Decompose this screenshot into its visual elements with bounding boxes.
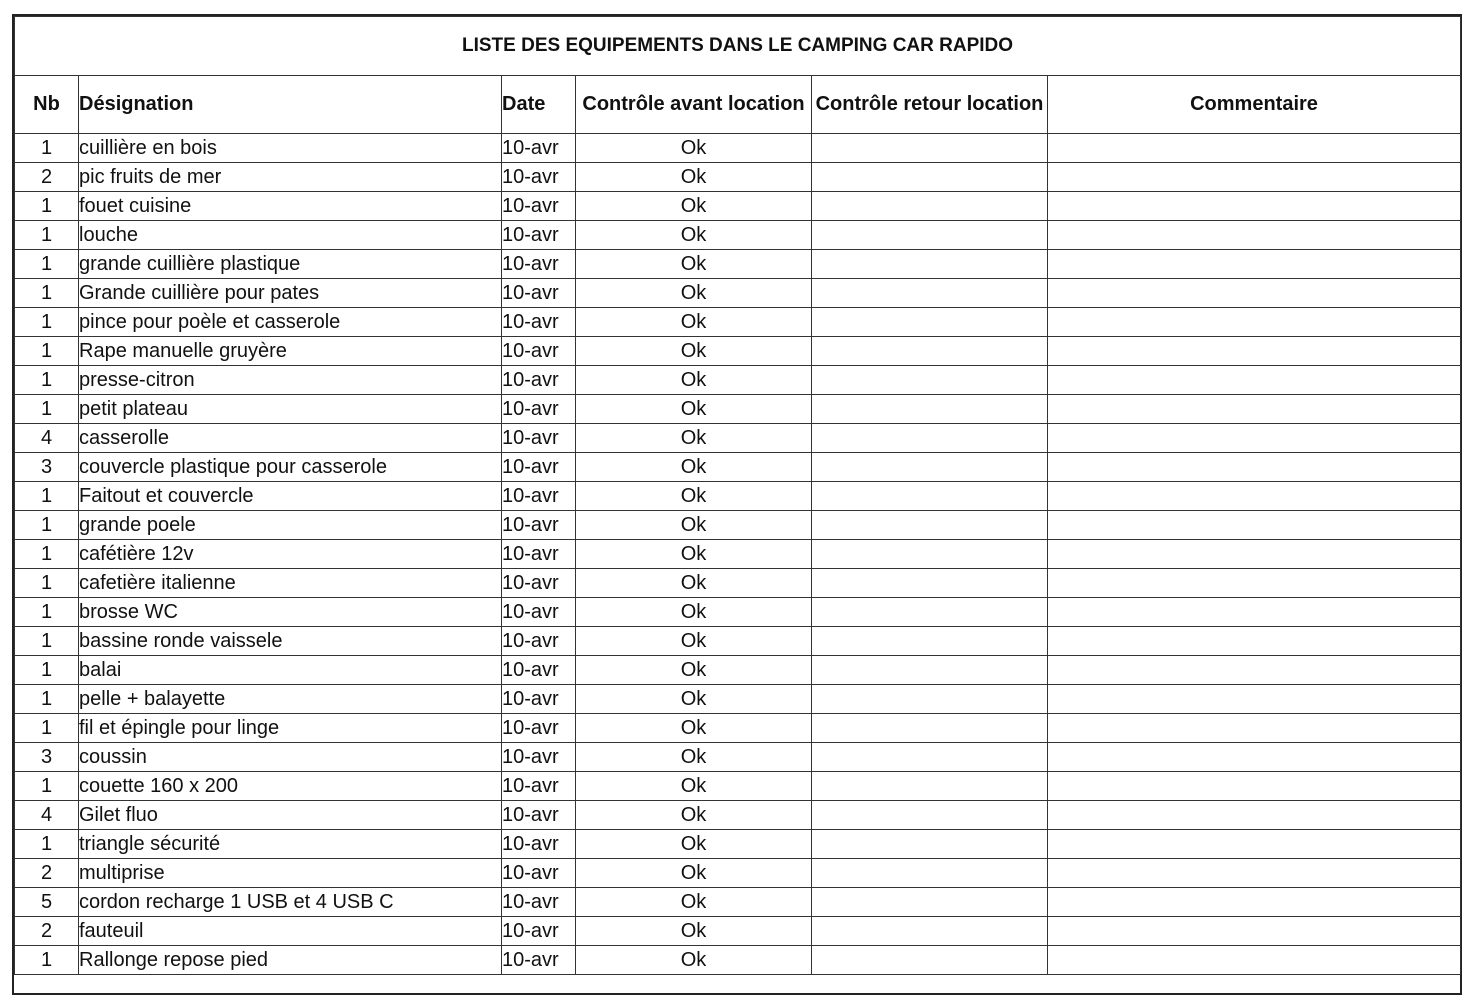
cell-controle-retour[interactable] bbox=[812, 743, 1048, 772]
cell-nb: 3 bbox=[15, 743, 79, 772]
cell-commentaire[interactable] bbox=[1048, 395, 1461, 424]
cell-controle-retour[interactable] bbox=[812, 250, 1048, 279]
cell-nb: 1 bbox=[15, 946, 79, 975]
cell-controle-retour[interactable] bbox=[812, 656, 1048, 685]
cell-controle-avant[interactable]: Ok bbox=[576, 221, 812, 250]
sheet-title: LISTE DES EQUIPEMENTS DANS LE CAMPING CAR RAPIDO bbox=[15, 17, 1461, 76]
cell-controle-retour[interactable] bbox=[812, 714, 1048, 743]
cell-nb: 2 bbox=[15, 163, 79, 192]
header-date: Date bbox=[502, 76, 576, 134]
table-row bbox=[15, 250, 1461, 279]
cell-designation: casserolle bbox=[79, 424, 502, 453]
cell-controle-retour[interactable] bbox=[812, 192, 1048, 221]
cell-controle-avant[interactable]: Ok bbox=[576, 366, 812, 395]
table-row bbox=[15, 859, 1461, 888]
cell-commentaire[interactable] bbox=[1048, 511, 1461, 540]
cell-date: 10-avr bbox=[502, 888, 576, 917]
cell-commentaire[interactable] bbox=[1048, 337, 1461, 366]
cell-nb: 2 bbox=[15, 859, 79, 888]
cell-date: 10-avr bbox=[502, 714, 576, 743]
cell-designation: couvercle plastique pour casserole bbox=[79, 453, 502, 482]
cell-controle-avant[interactable]: Ok bbox=[576, 627, 812, 656]
cell-controle-retour[interactable] bbox=[812, 569, 1048, 598]
cell-commentaire[interactable] bbox=[1048, 801, 1461, 830]
cell-commentaire[interactable] bbox=[1048, 308, 1461, 337]
cell-nb: 1 bbox=[15, 366, 79, 395]
cell-controle-avant[interactable]: Ok bbox=[576, 801, 812, 830]
cell-date: 10-avr bbox=[502, 192, 576, 221]
cell-commentaire[interactable] bbox=[1048, 917, 1461, 946]
cell-commentaire[interactable] bbox=[1048, 627, 1461, 656]
cell-controle-retour[interactable] bbox=[812, 279, 1048, 308]
cell-date: 10-avr bbox=[502, 337, 576, 366]
cell-controle-avant[interactable]: Ok bbox=[576, 453, 812, 482]
table-row bbox=[15, 482, 1461, 511]
cell-controle-retour[interactable] bbox=[812, 540, 1048, 569]
cell-nb: 1 bbox=[15, 250, 79, 279]
cell-controle-avant[interactable]: Ok bbox=[576, 917, 812, 946]
table-row bbox=[15, 656, 1461, 685]
cell-controle-retour[interactable] bbox=[812, 337, 1048, 366]
cell-nb: 1 bbox=[15, 540, 79, 569]
cell-controle-retour[interactable] bbox=[812, 917, 1048, 946]
cell-designation: fauteuil bbox=[79, 917, 502, 946]
cell-date: 10-avr bbox=[502, 946, 576, 975]
table-row bbox=[15, 453, 1461, 482]
table-row bbox=[15, 163, 1461, 192]
cell-controle-retour[interactable] bbox=[812, 627, 1048, 656]
cell-designation: cuillière en bois bbox=[79, 134, 502, 163]
cell-commentaire[interactable] bbox=[1048, 250, 1461, 279]
table-row bbox=[15, 540, 1461, 569]
cell-controle-retour[interactable] bbox=[812, 163, 1048, 192]
cell-controle-avant[interactable]: Ok bbox=[576, 250, 812, 279]
cell-commentaire[interactable] bbox=[1048, 598, 1461, 627]
cell-date: 10-avr bbox=[502, 598, 576, 627]
cell-controle-avant[interactable]: Ok bbox=[576, 279, 812, 308]
table-row bbox=[15, 511, 1461, 540]
cell-designation: pic fruits de mer bbox=[79, 163, 502, 192]
cell-nb: 1 bbox=[15, 569, 79, 598]
cell-commentaire[interactable] bbox=[1048, 888, 1461, 917]
cell-controle-avant[interactable]: Ok bbox=[576, 946, 812, 975]
cell-controle-retour[interactable] bbox=[812, 308, 1048, 337]
cell-date: 10-avr bbox=[502, 163, 576, 192]
cell-controle-avant[interactable]: Ok bbox=[576, 511, 812, 540]
cell-date: 10-avr bbox=[502, 279, 576, 308]
cell-controle-retour[interactable] bbox=[812, 598, 1048, 627]
table-row bbox=[15, 830, 1461, 859]
cell-date: 10-avr bbox=[502, 482, 576, 511]
cell-controle-avant[interactable]: Ok bbox=[576, 830, 812, 859]
cell-designation: Rallonge repose pied bbox=[79, 946, 502, 975]
cell-date: 10-avr bbox=[502, 540, 576, 569]
cell-commentaire[interactable] bbox=[1048, 714, 1461, 743]
cell-nb: 1 bbox=[15, 772, 79, 801]
cell-controle-retour[interactable] bbox=[812, 888, 1048, 917]
equipment-sheet bbox=[12, 14, 1462, 995]
cell-controle-avant[interactable]: Ok bbox=[576, 395, 812, 424]
cell-commentaire[interactable] bbox=[1048, 482, 1461, 511]
cell-nb: 1 bbox=[15, 279, 79, 308]
cell-controle-avant[interactable]: Ok bbox=[576, 598, 812, 627]
cell-date: 10-avr bbox=[502, 569, 576, 598]
table-row bbox=[15, 134, 1461, 163]
cell-controle-avant[interactable]: Ok bbox=[576, 772, 812, 801]
cell-designation: triangle sécurité bbox=[79, 830, 502, 859]
cell-nb: 1 bbox=[15, 134, 79, 163]
cell-commentaire[interactable] bbox=[1048, 685, 1461, 714]
table-row bbox=[15, 569, 1461, 598]
table-body bbox=[15, 134, 1461, 975]
cell-nb: 1 bbox=[15, 598, 79, 627]
cell-commentaire[interactable] bbox=[1048, 134, 1461, 163]
cell-controle-avant[interactable]: Ok bbox=[576, 540, 812, 569]
header-controle-avant: Contrôle avant location bbox=[576, 76, 812, 134]
cell-commentaire[interactable] bbox=[1048, 743, 1461, 772]
cell-designation: grande poele bbox=[79, 511, 502, 540]
cell-designation: presse-citron bbox=[79, 366, 502, 395]
cell-nb: 1 bbox=[15, 830, 79, 859]
cell-nb: 1 bbox=[15, 685, 79, 714]
cell-controle-retour[interactable] bbox=[812, 801, 1048, 830]
cell-commentaire[interactable] bbox=[1048, 366, 1461, 395]
cell-date: 10-avr bbox=[502, 743, 576, 772]
cell-commentaire[interactable] bbox=[1048, 221, 1461, 250]
cell-controle-retour[interactable] bbox=[812, 482, 1048, 511]
cell-nb: 1 bbox=[15, 627, 79, 656]
cell-controle-avant[interactable]: Ok bbox=[576, 163, 812, 192]
table-row bbox=[15, 714, 1461, 743]
cell-date: 10-avr bbox=[502, 511, 576, 540]
cell-controle-avant[interactable]: Ok bbox=[576, 888, 812, 917]
header-designation: Désignation bbox=[79, 76, 502, 134]
cell-date: 10-avr bbox=[502, 366, 576, 395]
cell-date: 10-avr bbox=[502, 134, 576, 163]
cell-date: 10-avr bbox=[502, 250, 576, 279]
cell-controle-avant[interactable]: Ok bbox=[576, 308, 812, 337]
header-commentaire: Commentaire bbox=[1048, 76, 1461, 134]
cell-date: 10-avr bbox=[502, 830, 576, 859]
cell-designation: Faitout et couvercle bbox=[79, 482, 502, 511]
cell-controle-avant[interactable]: Ok bbox=[576, 192, 812, 221]
table-row bbox=[15, 424, 1461, 453]
cell-designation: cafétière 12v bbox=[79, 540, 502, 569]
table-row bbox=[15, 743, 1461, 772]
cell-controle-retour[interactable] bbox=[812, 830, 1048, 859]
table-row bbox=[15, 801, 1461, 830]
cell-nb: 4 bbox=[15, 424, 79, 453]
cell-controle-avant[interactable]: Ok bbox=[576, 337, 812, 366]
cell-nb: 1 bbox=[15, 192, 79, 221]
cell-date: 10-avr bbox=[502, 424, 576, 453]
cell-date: 10-avr bbox=[502, 801, 576, 830]
cell-commentaire[interactable] bbox=[1048, 569, 1461, 598]
cell-commentaire[interactable] bbox=[1048, 192, 1461, 221]
cell-nb: 1 bbox=[15, 714, 79, 743]
cell-designation: petit plateau bbox=[79, 395, 502, 424]
header-controle-retour: Contrôle retour location bbox=[812, 76, 1048, 134]
cell-commentaire[interactable] bbox=[1048, 859, 1461, 888]
table-row bbox=[15, 772, 1461, 801]
cell-date: 10-avr bbox=[502, 221, 576, 250]
cell-nb: 1 bbox=[15, 656, 79, 685]
cell-nb: 2 bbox=[15, 917, 79, 946]
cell-nb: 1 bbox=[15, 337, 79, 366]
cell-commentaire[interactable] bbox=[1048, 946, 1461, 975]
cell-designation: Gilet fluo bbox=[79, 801, 502, 830]
cell-designation: grande cuillière plastique bbox=[79, 250, 502, 279]
cell-controle-avant[interactable]: Ok bbox=[576, 743, 812, 772]
cell-date: 10-avr bbox=[502, 308, 576, 337]
cell-date: 10-avr bbox=[502, 685, 576, 714]
table-row bbox=[15, 308, 1461, 337]
cell-date: 10-avr bbox=[502, 917, 576, 946]
cell-controle-retour[interactable] bbox=[812, 772, 1048, 801]
table-row bbox=[15, 395, 1461, 424]
cell-controle-avant[interactable]: Ok bbox=[576, 656, 812, 685]
table-row bbox=[15, 888, 1461, 917]
cell-nb: 1 bbox=[15, 482, 79, 511]
cell-commentaire[interactable] bbox=[1048, 656, 1461, 685]
cell-date: 10-avr bbox=[502, 627, 576, 656]
table-row bbox=[15, 917, 1461, 946]
header-nb: Nb bbox=[15, 76, 79, 134]
cell-controle-avant[interactable]: Ok bbox=[576, 714, 812, 743]
table-row bbox=[15, 221, 1461, 250]
cell-nb: 1 bbox=[15, 395, 79, 424]
cell-commentaire[interactable] bbox=[1048, 163, 1461, 192]
cell-designation: pince pour poèle et casserole bbox=[79, 308, 502, 337]
table-row bbox=[15, 685, 1461, 714]
cell-controle-retour[interactable] bbox=[812, 366, 1048, 395]
cell-controle-avant[interactable]: Ok bbox=[576, 685, 812, 714]
cell-commentaire[interactable] bbox=[1048, 279, 1461, 308]
table-row bbox=[15, 192, 1461, 221]
cell-nb: 4 bbox=[15, 801, 79, 830]
cell-nb: 1 bbox=[15, 511, 79, 540]
table-row bbox=[15, 946, 1461, 975]
cell-commentaire[interactable] bbox=[1048, 540, 1461, 569]
cell-designation: Rape manuelle gruyère bbox=[79, 337, 502, 366]
cell-designation: Grande cuillière pour pates bbox=[79, 279, 502, 308]
cell-controle-retour[interactable] bbox=[812, 685, 1048, 714]
cell-commentaire[interactable] bbox=[1048, 424, 1461, 453]
cell-controle-retour[interactable] bbox=[812, 859, 1048, 888]
cell-designation: pelle + balayette bbox=[79, 685, 502, 714]
table-row bbox=[15, 366, 1461, 395]
cell-designation: bassine ronde vaissele bbox=[79, 627, 502, 656]
table-row bbox=[15, 279, 1461, 308]
cell-controle-avant[interactable]: Ok bbox=[576, 482, 812, 511]
cell-designation: fil et épingle pour linge bbox=[79, 714, 502, 743]
table-row bbox=[15, 598, 1461, 627]
cell-designation: coussin bbox=[79, 743, 502, 772]
cell-nb: 1 bbox=[15, 221, 79, 250]
cell-date: 10-avr bbox=[502, 656, 576, 685]
cell-controle-avant[interactable]: Ok bbox=[576, 859, 812, 888]
cell-controle-avant[interactable]: Ok bbox=[576, 424, 812, 453]
cell-designation: louche bbox=[79, 221, 502, 250]
cell-commentaire[interactable] bbox=[1048, 830, 1461, 859]
cell-controle-retour[interactable] bbox=[812, 395, 1048, 424]
cell-designation: multiprise bbox=[79, 859, 502, 888]
cell-date: 10-avr bbox=[502, 859, 576, 888]
equipment-table bbox=[14, 16, 1461, 975]
table-row bbox=[15, 337, 1461, 366]
cell-controle-retour[interactable] bbox=[812, 424, 1048, 453]
cell-designation: cordon recharge 1 USB et 4 USB C bbox=[79, 888, 502, 917]
cell-date: 10-avr bbox=[502, 772, 576, 801]
cell-designation: balai bbox=[79, 656, 502, 685]
cell-designation: fouet cuisine bbox=[79, 192, 502, 221]
cell-designation: brosse WC bbox=[79, 598, 502, 627]
cell-nb: 3 bbox=[15, 453, 79, 482]
cell-controle-retour[interactable] bbox=[812, 221, 1048, 250]
cell-date: 10-avr bbox=[502, 453, 576, 482]
cell-date: 10-avr bbox=[502, 395, 576, 424]
cell-controle-avant[interactable]: Ok bbox=[576, 134, 812, 163]
cell-controle-retour[interactable] bbox=[812, 134, 1048, 163]
cell-commentaire[interactable] bbox=[1048, 772, 1461, 801]
cell-controle-retour[interactable] bbox=[812, 511, 1048, 540]
cell-controle-avant[interactable]: Ok bbox=[576, 569, 812, 598]
cell-controle-retour[interactable] bbox=[812, 946, 1048, 975]
cell-controle-retour[interactable] bbox=[812, 453, 1048, 482]
table-row bbox=[15, 627, 1461, 656]
cell-nb: 1 bbox=[15, 308, 79, 337]
cell-commentaire[interactable] bbox=[1048, 453, 1461, 482]
cell-designation: cafetière italienne bbox=[79, 569, 502, 598]
cell-designation: couette 160 x 200 bbox=[79, 772, 502, 801]
cell-nb: 5 bbox=[15, 888, 79, 917]
